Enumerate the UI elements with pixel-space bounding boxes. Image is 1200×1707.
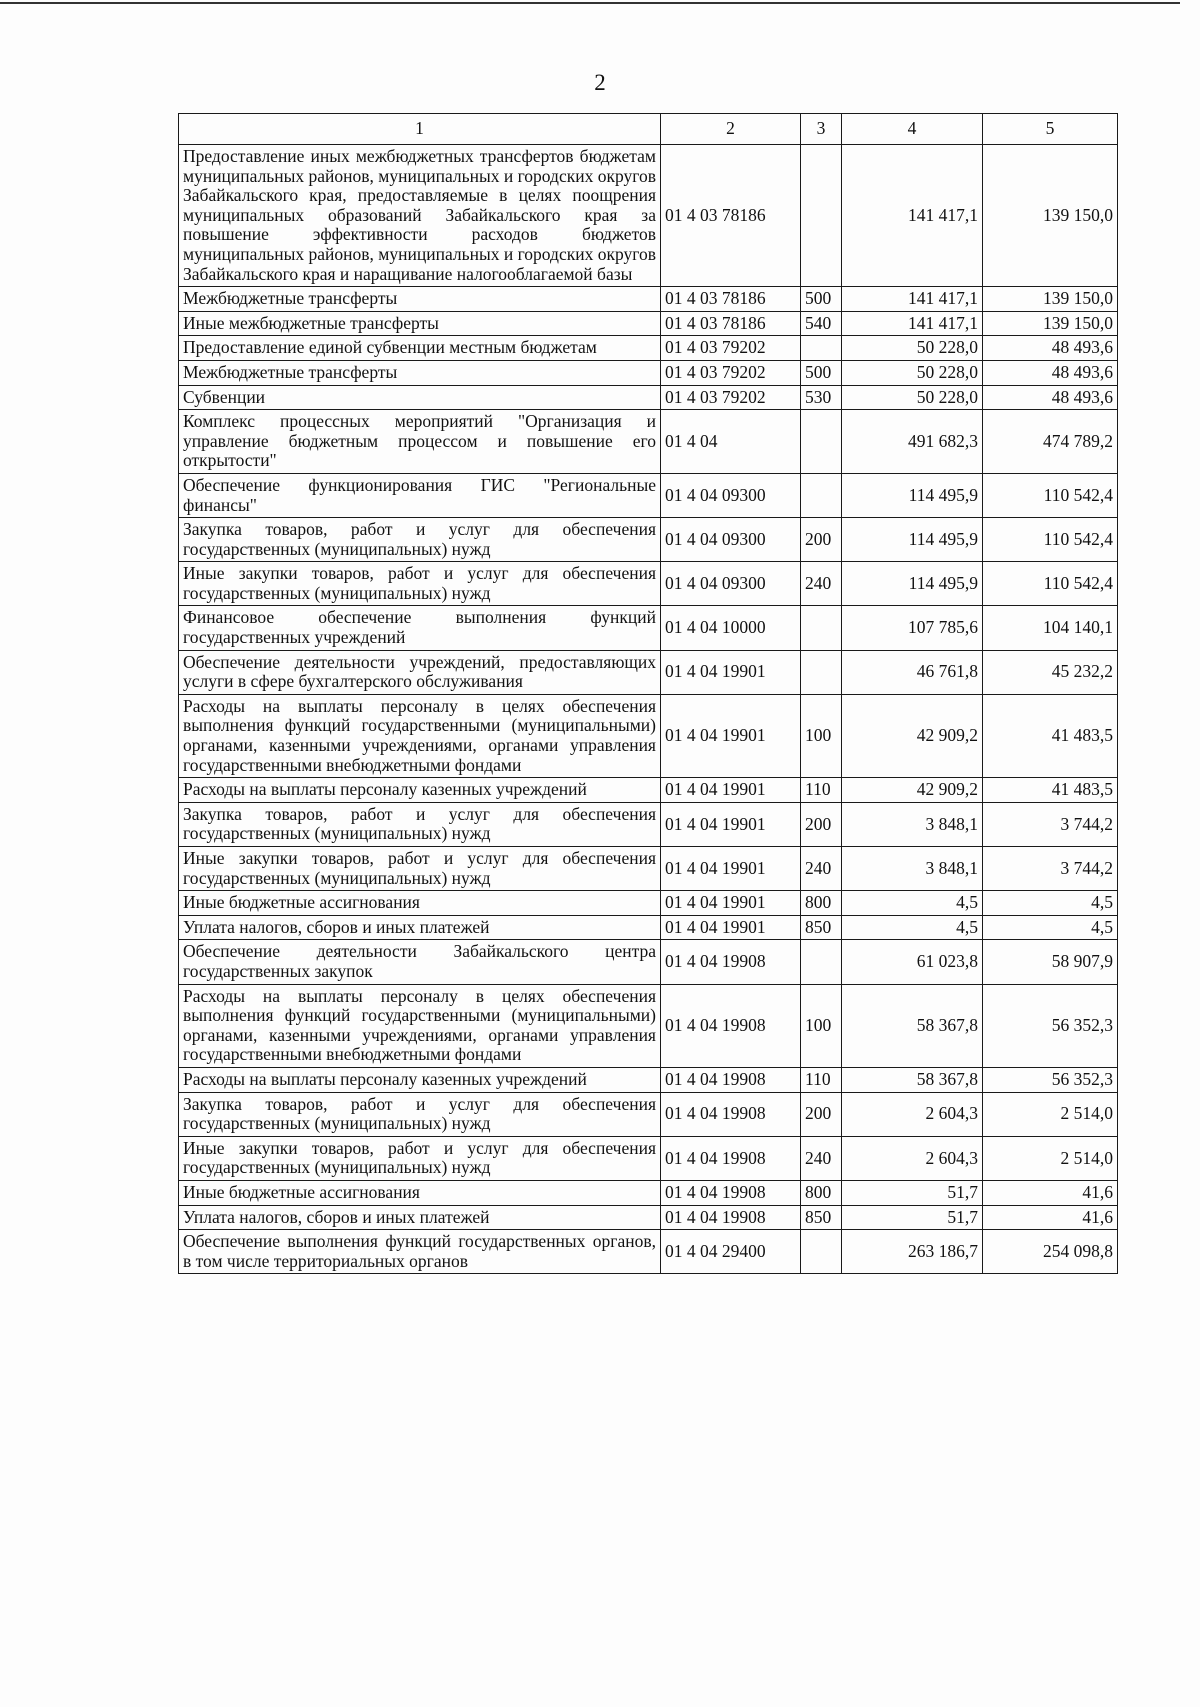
row-amount-1-cell: 50 228,0 [842,360,983,385]
row-amount-1-cell: 114 495,9 [842,518,983,562]
row-amount-2-cell: 3 744,2 [983,802,1118,846]
row-name-cell: Иные межбюджетные трансферты [179,311,661,336]
table-row [179,518,1118,562]
row-amount-1-cell: 2 604,3 [842,1092,983,1136]
row-code-cell: 01 4 04 19901 [661,650,801,694]
row-amount-2-cell: 110 542,4 [983,473,1118,517]
row-amount-1-cell: 491 682,3 [842,410,983,474]
row-code-cell: 01 4 03 79202 [661,336,801,361]
row-name-cell: Обеспечение деятельности Забайкальского центра государственных закупок [179,940,661,984]
row-amount-1-cell: 141 417,1 [842,145,983,287]
row-name-cell: Расходы на выплаты персоналу в целях обеспечения выполнения функций государственными (муниципальными) органами, казенными учреждениями, органами управления государственными внебюджетными фондами [179,984,661,1067]
row-type-cell: 800 [801,1180,842,1205]
row-amount-2-cell: 48 493,6 [983,360,1118,385]
row-amount-2-cell: 41,6 [983,1180,1118,1205]
row-code-cell: 01 4 04 19901 [661,802,801,846]
row-type-cell: 200 [801,802,842,846]
table-row [179,1136,1118,1180]
row-type-cell: 240 [801,562,842,606]
row-type-cell: 540 [801,311,842,336]
row-code-cell: 01 4 04 09300 [661,518,801,562]
row-type-cell: 500 [801,287,842,312]
row-code-cell: 01 4 04 09300 [661,473,801,517]
row-amount-1-cell: 3 848,1 [842,847,983,891]
budget-table [178,113,1118,1274]
row-amount-1-cell: 58 367,8 [842,984,983,1067]
row-code-cell: 01 4 04 19908 [661,1180,801,1205]
table-row [179,360,1118,385]
row-amount-2-cell: 474 789,2 [983,410,1118,474]
row-type-cell: 110 [801,778,842,803]
row-code-cell: 01 4 04 [661,410,801,474]
row-name-cell: Субвенции [179,385,661,410]
row-type-cell: 800 [801,891,842,916]
table-row [179,1205,1118,1230]
table-row [179,145,1118,287]
row-name-cell: Обеспечение функционирования ГИС "Региональные финансы" [179,473,661,517]
row-type-cell [801,940,842,984]
row-amount-1-cell: 50 228,0 [842,336,983,361]
row-code-cell: 01 4 04 19901 [661,891,801,916]
row-amount-1-cell: 46 761,8 [842,650,983,694]
table-row [179,473,1118,517]
table-row [179,311,1118,336]
row-type-cell: 110 [801,1067,842,1092]
row-amount-1-cell: 107 785,6 [842,606,983,650]
row-amount-1-cell: 3 848,1 [842,802,983,846]
row-code-cell: 01 4 04 19901 [661,915,801,940]
row-amount-2-cell: 4,5 [983,915,1118,940]
row-type-cell: 100 [801,984,842,1067]
row-code-cell: 01 4 04 09300 [661,562,801,606]
row-name-cell: Закупка товаров, работ и услуг для обеспечения государственных (муниципальных) нужд [179,518,661,562]
row-amount-2-cell: 48 493,6 [983,336,1118,361]
row-name-cell: Предоставление единой субвенции местным бюджетам [179,336,661,361]
row-name-cell: Межбюджетные трансферты [179,360,661,385]
table-row [179,1092,1118,1136]
row-code-cell: 01 4 04 19908 [661,1136,801,1180]
table-row [179,802,1118,846]
row-code-cell: 01 4 04 29400 [661,1230,801,1274]
row-name-cell: Иные закупки товаров, работ и услуг для обеспечения государственных (муниципальных) нужд [179,562,661,606]
table-row [179,1230,1118,1274]
row-amount-2-cell: 56 352,3 [983,984,1118,1067]
table-row [179,940,1118,984]
header-row [179,114,1118,145]
row-code-cell: 01 4 04 19901 [661,694,801,777]
row-code-cell: 01 4 04 19908 [661,1067,801,1092]
row-type-cell: 530 [801,385,842,410]
row-amount-1-cell: 2 604,3 [842,1136,983,1180]
row-amount-1-cell: 42 909,2 [842,778,983,803]
row-code-cell: 01 4 03 78186 [661,287,801,312]
row-type-cell: 500 [801,360,842,385]
row-type-cell [801,473,842,517]
row-amount-2-cell: 2 514,0 [983,1092,1118,1136]
row-name-cell: Закупка товаров, работ и услуг для обеспечения государственных (муниципальных) нужд [179,1092,661,1136]
row-name-cell: Иные закупки товаров, работ и услуг для обеспечения государственных (муниципальных) нужд [179,1136,661,1180]
row-code-cell: 01 4 04 10000 [661,606,801,650]
row-amount-1-cell: 4,5 [842,891,983,916]
row-name-cell: Обеспечение деятельности учреждений, предоставляющих услуги в сфере бухгалтерского обслуживания [179,650,661,694]
header-col-1: 1 [179,114,661,145]
budget-table-body [179,114,1118,1274]
row-name-cell: Финансовое обеспечение выполнения функций государственных учреждений [179,606,661,650]
row-type-cell: 100 [801,694,842,777]
table-row [179,1067,1118,1092]
table-row [179,606,1118,650]
table-row [179,694,1118,777]
row-amount-2-cell: 45 232,2 [983,650,1118,694]
row-amount-2-cell: 110 542,4 [983,562,1118,606]
row-amount-1-cell: 263 186,7 [842,1230,983,1274]
row-code-cell: 01 4 04 19901 [661,847,801,891]
row-type-cell: 200 [801,518,842,562]
row-name-cell: Расходы на выплаты персоналу в целях обеспечения выполнения функций государственными (муниципальными) органами, казенными учреждениями, органами управления государственными внебюджетными фондами [179,694,661,777]
row-code-cell: 01 4 04 19908 [661,940,801,984]
row-code-cell: 01 4 04 19901 [661,778,801,803]
row-name-cell: Закупка товаров, работ и услуг для обеспечения государственных (муниципальных) нужд [179,802,661,846]
row-code-cell: 01 4 03 79202 [661,385,801,410]
row-type-cell [801,650,842,694]
row-type-cell [801,145,842,287]
row-amount-2-cell: 139 150,0 [983,311,1118,336]
row-amount-2-cell: 110 542,4 [983,518,1118,562]
row-type-cell: 240 [801,847,842,891]
row-amount-1-cell: 51,7 [842,1180,983,1205]
table-row [179,287,1118,312]
header-col-5: 5 [983,114,1118,145]
row-type-cell: 200 [801,1092,842,1136]
row-name-cell: Расходы на выплаты персоналу казенных учреждений [179,1067,661,1092]
row-code-cell: 01 4 04 19908 [661,984,801,1067]
table-row [179,1180,1118,1205]
row-amount-2-cell: 139 150,0 [983,145,1118,287]
row-code-cell: 01 4 03 79202 [661,360,801,385]
row-amount-1-cell: 114 495,9 [842,473,983,517]
row-amount-1-cell: 51,7 [842,1205,983,1230]
row-name-cell: Уплата налогов, сборов и иных платежей [179,915,661,940]
row-name-cell: Предоставление иных межбюджетных трансфертов бюджетам муниципальных районов, муниципальных и городских округов Забайкальского края, предоставляемые в целях поощрения муниципальных образований Забайкальского края за повышение эффективности расходов бюджетов муниципальных районов, муниципальных и городских округов Забайкальского края и наращивание налогооблагаемой базы [179,145,661,287]
row-amount-1-cell: 42 909,2 [842,694,983,777]
row-amount-1-cell: 114 495,9 [842,562,983,606]
row-name-cell: Обеспечение выполнения функций государственных органов, в том числе территориальных органов [179,1230,661,1274]
table-row [179,650,1118,694]
row-amount-1-cell: 4,5 [842,915,983,940]
row-type-cell: 850 [801,915,842,940]
row-name-cell: Расходы на выплаты персоналу казенных учреждений [179,778,661,803]
row-type-cell: 850 [801,1205,842,1230]
table-row [179,410,1118,474]
row-code-cell: 01 4 03 78186 [661,311,801,336]
table-row [179,778,1118,803]
header-col-2: 2 [661,114,801,145]
row-name-cell: Уплата налогов, сборов и иных платежей [179,1205,661,1230]
row-name-cell: Иные бюджетные ассигнования [179,1180,661,1205]
row-code-cell: 01 4 03 78186 [661,145,801,287]
table-row [179,915,1118,940]
row-amount-2-cell: 3 744,2 [983,847,1118,891]
page-number: 2 [594,70,606,95]
row-amount-2-cell: 254 098,8 [983,1230,1118,1274]
row-type-cell [801,1230,842,1274]
top-border-line [0,2,1180,4]
row-amount-2-cell: 104 140,1 [983,606,1118,650]
row-name-cell: Межбюджетные трансферты [179,287,661,312]
table-row [179,847,1118,891]
row-amount-2-cell: 41 483,5 [983,694,1118,777]
row-amount-1-cell: 61 023,8 [842,940,983,984]
row-code-cell: 01 4 04 19908 [661,1092,801,1136]
row-amount-2-cell: 48 493,6 [983,385,1118,410]
table-row [179,562,1118,606]
row-amount-2-cell: 2 514,0 [983,1136,1118,1180]
header-col-3: 3 [801,114,842,145]
row-amount-2-cell: 41,6 [983,1205,1118,1230]
header-col-4: 4 [842,114,983,145]
row-code-cell: 01 4 04 19908 [661,1205,801,1230]
row-type-cell: 240 [801,1136,842,1180]
row-amount-2-cell: 41 483,5 [983,778,1118,803]
row-amount-2-cell: 4,5 [983,891,1118,916]
row-amount-1-cell: 58 367,8 [842,1067,983,1092]
table-row [179,385,1118,410]
row-name-cell: Иные закупки товаров, работ и услуг для обеспечения государственных (муниципальных) нужд [179,847,661,891]
table-row [179,984,1118,1067]
row-amount-2-cell: 56 352,3 [983,1067,1118,1092]
row-amount-2-cell: 139 150,0 [983,287,1118,312]
row-name-cell: Иные бюджетные ассигнования [179,891,661,916]
table-row [179,891,1118,916]
table-row [179,336,1118,361]
row-type-cell [801,336,842,361]
row-amount-1-cell: 50 228,0 [842,385,983,410]
row-amount-1-cell: 141 417,1 [842,287,983,312]
row-type-cell [801,606,842,650]
row-amount-1-cell: 141 417,1 [842,311,983,336]
row-type-cell [801,410,842,474]
row-name-cell: Комплекс процессных мероприятий "Организация и управление бюджетным процессом и повышение его открытости" [179,410,661,474]
row-amount-2-cell: 58 907,9 [983,940,1118,984]
